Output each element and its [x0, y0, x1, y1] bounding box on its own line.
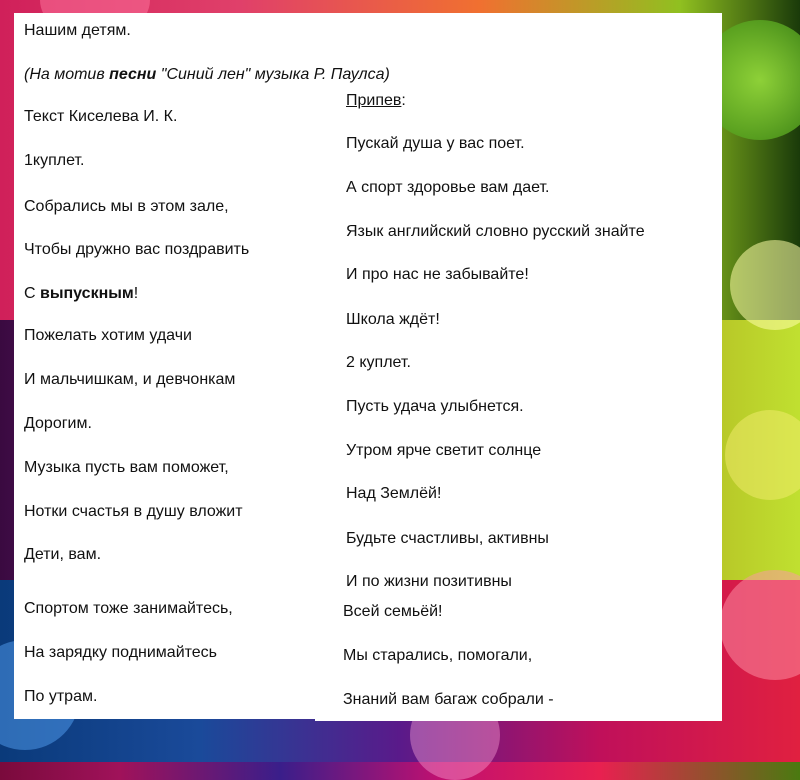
chorus-heading [346, 91, 406, 111]
lyric-prefix: С [24, 285, 40, 302]
verse-heading: 1куплет. [24, 152, 85, 169]
lyric-line: Музыка пусть вам поможет, [24, 459, 229, 476]
lyric-line: Спортом тоже занимайтесь, [24, 600, 233, 617]
lyric-line: Пускай душа у вас поет. [346, 135, 525, 152]
lyric-line: Утром ярче светит солнце [346, 442, 542, 459]
lyric-line: Пусть удача улыбнется. [346, 398, 524, 415]
lyric-line: Чтобы дружно вас поздравить [24, 241, 250, 258]
lyric-line: И мальчишкам, и девчонкам [24, 371, 236, 388]
lyric-line: Дорогим. [24, 415, 92, 432]
lyric-line: Язык английский словно русский знайте [346, 223, 645, 240]
lyric-line: Пожелать хотим удачи [24, 327, 192, 344]
subtitle-prefix: (На мотив [24, 66, 110, 83]
chorus-label: Припев [346, 92, 402, 109]
document-title: Нашим детям. [24, 22, 131, 39]
lyric-line: Собрались мы в этом зале, [24, 198, 229, 215]
lyric-line: Будьте счастливы, активны [346, 530, 549, 547]
lyric-line: Мы старались, помогали, [343, 647, 533, 664]
subtitle-bold: песни [109, 66, 157, 83]
lyric-line: Дети, вам. [24, 546, 102, 563]
lyric-line: На зарядку поднимайтесь [24, 644, 218, 661]
subtitle-suffix: "Синий лен" музыка Р. Паулса) [156, 66, 390, 83]
lyric-line: А спорт здоровье вам дает. [346, 179, 550, 196]
lyric-line: Школа ждёт! [346, 311, 440, 328]
chorus-suffix: : [401, 92, 406, 109]
lyric-line: По утрам. [24, 688, 98, 705]
lyric-line: Всей семьёй! [343, 603, 443, 620]
verse-heading: 2 куплет. [346, 354, 411, 371]
lyric-bold: выпускным [40, 285, 134, 302]
lyric-line [24, 284, 138, 304]
lyric-line: Над Землёй! [346, 485, 442, 502]
lyric-line: Нотки счастья в душу вложит [24, 503, 243, 520]
author-line: Текст Киселева И. К. [24, 108, 178, 125]
lyric-line: И про нас не забывайте! [346, 266, 529, 283]
lyric-suffix: ! [133, 285, 139, 302]
song-subtitle [24, 65, 390, 85]
lyric-line: И по жизни позитивны [346, 573, 512, 590]
lyric-line: Знаний вам багаж собрали - [343, 691, 554, 708]
